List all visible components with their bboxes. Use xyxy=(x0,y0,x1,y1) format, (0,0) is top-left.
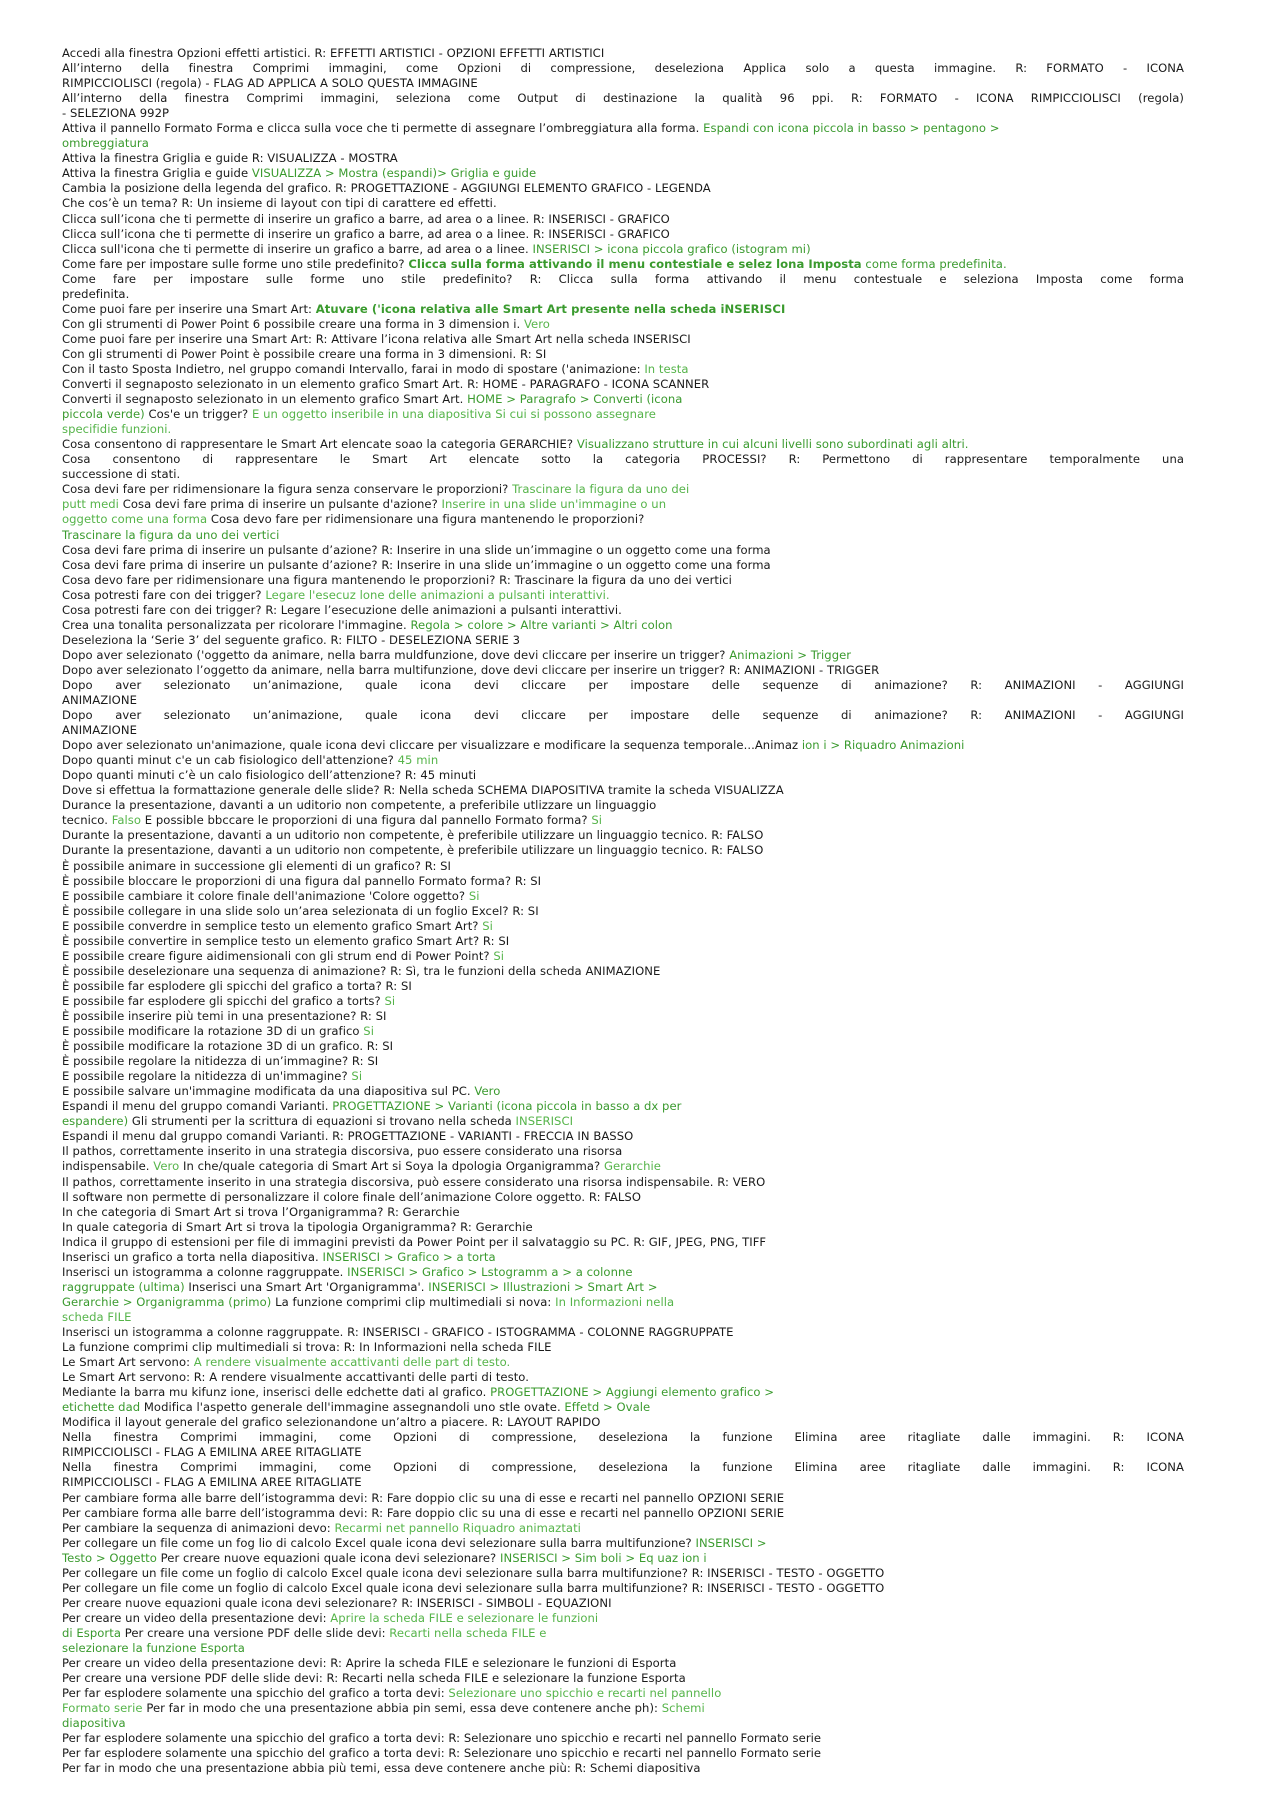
text-line xyxy=(62,407,1184,422)
text-line xyxy=(62,1039,1184,1054)
text-line xyxy=(62,543,1184,558)
question-text: Converti il segnaposto selezionato in un elemento grafico Smart Art. xyxy=(62,392,468,407)
question-text: Per far esplodere solamente una spicchio del grafico a torta devi: R: Selezionare uno spicchio e recarti nel pannello Formato serie xyxy=(62,1746,822,1761)
question-text: È possibile regolare la nitidezza di un’immagine? R: SI xyxy=(62,1054,379,1069)
text-line xyxy=(62,121,1184,136)
question-text: Nella finestra Comprimi immagini, come Opzioni di compressione, deseleziona la funzione Elimina aree ritagliate dalle immagini. R: ICONA xyxy=(62,1430,1184,1445)
question-text: Modifica l'aspetto generale dell'immagine assegnandoli uno stle ovate. xyxy=(140,1400,565,1415)
document-body xyxy=(62,46,1184,1776)
text-line xyxy=(62,648,1184,663)
highlighted-answer-text: Gerarchie > Organigramma (primo) xyxy=(62,1294,272,1309)
question-text: Con gli strumenti di Power Point è possibile creare una forma in 3 dimensioni. R: SI xyxy=(62,346,547,361)
highlighted-answer-text: HOME > Paragrafo > Converti (icona xyxy=(467,392,683,407)
question-text: successione di stati. xyxy=(62,467,181,482)
text-line xyxy=(62,1445,1184,1460)
question-text: Come puoi fare per inserire una Smart Art: R: Attivare l’icona relativa alle Smart Art nella scheda INSERISCI xyxy=(62,331,691,346)
text-line xyxy=(62,859,1184,874)
highlighted-answer-text: E un oggetto inseribile in una diapositiva Si cui si possono assegnare xyxy=(251,407,656,422)
text-line xyxy=(62,317,1184,332)
question-text: Per collegare un file come un foglio di calcolo Excel quale icona devi selezionare sulla barra multifunzione? R: INSERISCI - TESTO - OGGETTO xyxy=(62,1565,885,1580)
highlighted-answer-text: raggruppate (ultima) xyxy=(62,1279,185,1294)
question-text: Inserisci un istogramma a colonne raggruppate. xyxy=(62,1264,348,1279)
question-text: E possibile modificare la rotazione 3D di un grafico xyxy=(62,1024,364,1039)
question-text: Inserisci una Smart Art 'Organigramma'. xyxy=(184,1279,429,1294)
highlighted-answer-text: VISUALIZZA > Mostra (espandi)> Griglia e guide xyxy=(251,166,537,181)
question-text: Per cambiare forma alle barre dell’istogramma devi: R: Fare doppio clic su una di esse e recarti nel pannello OPZIONI SERIE xyxy=(62,1490,785,1505)
question-text: RIMPICCIOLISCI (regola) - FLAG AD APPLICA A SOLO QUESTA IMMAGINE xyxy=(62,76,478,91)
question-text: Per creare un video della presentazione devi: xyxy=(62,1610,331,1625)
text-line xyxy=(62,934,1184,949)
text-line xyxy=(62,362,1184,377)
question-text: Le Smart Art servono: xyxy=(62,1355,194,1370)
text-line xyxy=(62,1175,1184,1190)
question-text: Attiva la finestra Griglia e guide R: VISUALIZZA - MOSTRA xyxy=(62,151,398,166)
text-line xyxy=(62,151,1184,166)
text-line xyxy=(62,422,1184,437)
highlighted-answer-text: Falso xyxy=(111,813,142,828)
text-line xyxy=(62,1084,1184,1099)
highlighted-answer-text: Si xyxy=(493,948,505,963)
question-text: Modifica il layout generale del grafico selezionandone un’altro a piacere. R: LAYOUT RAPIDO xyxy=(62,1415,601,1430)
highlighted-answer-text: Si xyxy=(384,993,396,1008)
question-text: Nella finestra Comprimi immagini, come Opzioni di compressione, deseleziona la funzione Elimina aree ritagliate dalle immagini. R: ICONA xyxy=(62,1460,1184,1475)
question-text: Dopo quanti minuti c’è un calo fisiologico dell’attenzione? R: 45 minuti xyxy=(62,768,477,783)
highlighted-answer-text: oggetto come una forma xyxy=(62,512,208,527)
text-line xyxy=(62,166,1184,181)
highlighted-answer-text: Si xyxy=(468,888,480,903)
highlighted-answer-text: diapositiva xyxy=(62,1716,126,1731)
question-text: La funzione comprimi clip multimediali si trova: R: In Informazioni nella scheda FILE xyxy=(62,1340,552,1355)
text-line xyxy=(62,588,1184,603)
text-line xyxy=(62,573,1184,588)
question-text: Cosa devo fare per ridimensionare una figura mantenendo le proporzioni? xyxy=(207,512,645,527)
highlighted-answer-text: 45 min xyxy=(397,753,439,768)
highlighted-answer-text: INSERISCI > Grafico > Lstogramm a > a colonne xyxy=(347,1264,633,1279)
text-line xyxy=(62,558,1184,573)
question-text: Per creare nuove equazioni quale icona devi selezionare? R: INSERISCI - SIMBOLI - EQUAZIONI xyxy=(62,1595,612,1610)
highlighted-answer-text: Si xyxy=(591,813,603,828)
text-line xyxy=(62,196,1184,211)
text-line xyxy=(62,1551,1184,1566)
question-text: È possibile bloccare le proporzioni di una figura dal pannello Formato forma? R: SI xyxy=(62,873,542,888)
question-text: Per creare una versione PDF delle slide devi: R: Recarti nella scheda FILE e selezionare la funzione Esporta xyxy=(62,1671,686,1686)
question-text: Inserisci un grafico a torta nella diapositiva. xyxy=(62,1249,323,1264)
text-line xyxy=(62,1475,1184,1490)
question-text: Dopo aver selezionato l’oggetto da animare, nella barra multifunzione, dove devi cliccare per inserire un trigger? R: ANIMAZIONI - TRIGGER xyxy=(62,662,880,677)
text-line xyxy=(62,392,1184,407)
text-line xyxy=(62,1701,1184,1716)
text-line xyxy=(62,1159,1184,1174)
text-line xyxy=(62,1190,1184,1205)
text-line xyxy=(62,738,1184,753)
highlighted-answer-text: Schemi xyxy=(661,1701,705,1716)
question-text: E possibile regolare la nitidezza di un'immagine? xyxy=(62,1069,352,1084)
text-line xyxy=(62,1521,1184,1536)
question-text: E possibile cambiare it colore finale dell'animazione 'Colore oggetto? xyxy=(62,888,469,903)
text-line xyxy=(62,347,1184,362)
text-line xyxy=(62,1566,1184,1581)
question-text: Dove si effettua la formattazione generale delle slide? R: Nella scheda SCHEMA DIAPOSITIVA tramite la scheda VISUALIZZA xyxy=(62,783,784,798)
text-line xyxy=(62,1129,1184,1144)
text-line xyxy=(62,91,1184,106)
text-line xyxy=(62,512,1184,527)
question-text: Accedi alla finestra Opzioni effetti artistici. R: EFFETTI ARTISTICI - OPZIONI EFFETTI ARTISTICI xyxy=(62,46,605,60)
text-line xyxy=(62,1596,1184,1611)
highlighted-answer-text: Vero xyxy=(523,316,550,331)
question-text: Per creare nuove equazioni quale icona devi selezionare? xyxy=(156,1550,500,1565)
highlighted-answer-text: Trascinare la figura da uno dei xyxy=(512,482,690,497)
highlighted-answer-text: Animazioni > Trigger xyxy=(729,647,852,662)
question-text: E possibile far esplodere gli spicchi del grafico a torts? xyxy=(62,993,385,1008)
text-line xyxy=(62,1325,1184,1340)
text-line xyxy=(62,212,1184,227)
question-text: È possibile collegare in una slide solo un’area selezionata di un foglio Excel? R: SI xyxy=(62,903,539,918)
text-line xyxy=(62,828,1184,843)
question-text: All’interno della finestra Comprimi immagini, come Opzioni di compressione, deseleziona Applica solo a questa immagine. R: FORMATO - ICONA xyxy=(62,61,1184,76)
question-text: La funzione comprimi clip multimediali si nova: xyxy=(271,1294,556,1309)
question-text: Deseleziona la ‘Serie 3’ del seguente grafico. R: FILTO - DESELEZIONA SERIE 3 xyxy=(62,632,521,647)
question-text: È possibile deselezionare una sequenza di animazione? R: Sì, tra le funzioni della scheda ANIMAZIONE xyxy=(62,963,661,978)
text-line xyxy=(62,723,1184,738)
text-line xyxy=(62,1205,1184,1220)
question-text: All’interno della finestra Comprimi immagini, seleziona come Output di destinazione la qualità 96 ppi. R: FORMATO - ICONA RIMPICCIOLISCI (regola) xyxy=(62,91,1184,106)
question-text: E possible bbccare le proporzioni di una figura dal pannello Formato forma? xyxy=(141,813,592,828)
text-line xyxy=(62,76,1184,91)
text-line xyxy=(62,437,1184,452)
question-text: Per collegare un file come un fog lio di calcolo Excel quale icona devi selezionare sulla barra multifunzione? xyxy=(62,1535,696,1550)
text-line xyxy=(62,46,1184,61)
highlighted-answer-text: INSERISCI xyxy=(515,1114,574,1129)
text-line xyxy=(62,242,1184,257)
highlighted-answer-text: come forma predefinita. xyxy=(861,256,1007,271)
question-text: Per far in modo che una presentazione abbia più temi, essa deve contenere anche più: R: Schemi diapositiva xyxy=(62,1761,701,1776)
text-line xyxy=(62,1235,1184,1250)
question-text: Clicca sull’icona che ti permette di inserire un grafico a barre, ad area o a linee. R: INSERISCI - GRAFICO xyxy=(62,211,670,226)
highlighted-answer-text: Legare l'esecuz lone delle animazioni a pulsanti interattivi. xyxy=(265,587,610,602)
text-line xyxy=(62,603,1184,618)
text-line xyxy=(62,227,1184,242)
text-line xyxy=(62,302,1184,317)
text-line xyxy=(62,1265,1184,1280)
highlighted-answer-text: di Esporta xyxy=(62,1625,122,1640)
text-line xyxy=(62,181,1184,196)
highlighted-answer-text: INSERISCI > Grafico > a torta xyxy=(322,1249,496,1264)
highlighted-answer-text: Inserire in una slide un'immagine o un xyxy=(441,497,667,512)
question-text: Per cambiare la sequenza di animazioni devo: xyxy=(62,1520,335,1535)
text-line xyxy=(62,1069,1184,1084)
question-text: E possibile salvare un'immagine modificata da una diapositiva sul PC. xyxy=(62,1084,475,1099)
question-text: indispensabile. xyxy=(62,1159,154,1174)
text-line xyxy=(62,1355,1184,1370)
highlighted-answer-text: ombreggiatura xyxy=(62,136,149,151)
question-text: Per cambiare forma alle barre dell’istogramma devi: R: Fare doppio clic su una di esse e recarti nel pannello OPZIONI SERIE xyxy=(62,1505,785,1520)
highlighted-answer-text: Vero xyxy=(474,1084,501,1099)
text-line xyxy=(62,1761,1184,1776)
highlighted-answer-text: specifidie funzioni. xyxy=(62,422,172,437)
text-line xyxy=(62,633,1184,648)
question-text: tecnico. xyxy=(62,813,112,828)
text-line xyxy=(62,663,1184,678)
highlighted-answer-text: Atuvare ('icona relativa alle Smart Art presente nella scheda iNSERISCI xyxy=(315,301,786,316)
question-text: È possibile modificare la rotazione 3D di un grafico. R: SI xyxy=(62,1039,394,1054)
highlighted-answer-text: Testo > Oggetto xyxy=(62,1550,157,1565)
highlighted-answer-text: In Informazioni nella xyxy=(555,1294,675,1309)
text-line xyxy=(62,272,1184,287)
text-line xyxy=(62,1144,1184,1159)
question-text: È possibile convertire in semplice testo un elemento grafico Smart Art? R: SI xyxy=(62,933,510,948)
text-line xyxy=(62,1220,1184,1235)
text-line xyxy=(62,813,1184,828)
text-line xyxy=(62,783,1184,798)
question-text: RIMPICCIOLISCI - FLAG A EMILINA AREE RITAGLIATE xyxy=(62,1445,362,1460)
text-line xyxy=(62,1400,1184,1415)
question-text: Per far in modo che una presentazione abbia pin semi, essa deve contenere anche ph): xyxy=(142,1701,662,1716)
question-text: Per far esplodere solamente una spicchio del grafico a torta devi: xyxy=(62,1686,449,1701)
highlighted-answer-text: INSERISCI > icona piccola grafico (istogram mi) xyxy=(532,241,811,256)
question-text: Con gli strumenti di Power Point 6 possibile creare una forma in 3 dimension i. xyxy=(62,316,524,331)
text-line xyxy=(62,1114,1184,1129)
text-line xyxy=(62,377,1184,392)
question-text: Converti il segnaposto selezionato in un elemento grafico Smart Art. R: HOME - PARAGRAFO - ICONA SCANNER xyxy=(62,377,710,392)
text-line xyxy=(62,1746,1184,1761)
highlighted-answer-text: putt medi xyxy=(62,497,119,512)
highlighted-answer-text: ion i > Riquadro Animazioni xyxy=(801,738,965,753)
question-text: Cosa devo fare per ridimensionare una figura mantenendo le proporzioni? R: Trascinare la figura da uno dei vertici xyxy=(62,572,732,587)
text-line xyxy=(62,1641,1184,1656)
question-text: Durante la presentazione, davanti a un uditorio non competente, è preferibile utilizzare un linguaggio tecnico. R: FALSO xyxy=(62,828,764,843)
text-line xyxy=(62,61,1184,76)
highlighted-answer-text: Espandi con icona piccola in basso > pentagono > xyxy=(703,121,1000,136)
question-text: Clicca sull'icona che ti permette di inserire un grafico a barre, ad area o a linee. xyxy=(62,241,533,256)
highlighted-answer-text: piccola verde) xyxy=(62,407,145,422)
text-line xyxy=(62,467,1184,482)
text-line xyxy=(62,843,1184,858)
text-line xyxy=(62,1491,1184,1506)
text-line xyxy=(62,332,1184,347)
text-line xyxy=(62,1280,1184,1295)
question-text: Cosa devi fare prima di inserire un pulsante d’azione? R: Inserire in una slide un’immagine o un oggetto come una forma xyxy=(62,557,771,572)
text-line xyxy=(62,136,1184,151)
question-text: Le Smart Art servono: R: A rendere visualmente accattivanti delle parti di testo. xyxy=(62,1370,529,1385)
question-text: Cambia la posizione della legenda del grafico. R: PROGETTAZIONE - AGGIUNGI ELEMENTO GRAFICO - LEGENDA xyxy=(62,181,711,196)
highlighted-answer-text: Clicca sulla forma attivando il menu contestiale e selez lona Imposta xyxy=(408,256,862,271)
question-text: Come fare per impostare sulle forme uno stile predefinito? R: Clicca sulla forma attivando il menu contestuale e seleziona Imposta come forma xyxy=(62,271,1184,286)
text-line xyxy=(62,1009,1184,1024)
highlighted-answer-text: Si xyxy=(351,1069,363,1084)
highlighted-answer-text: Effetd > Ovale xyxy=(564,1400,651,1415)
question-text: Inserisci un istogramma a colonne raggruppate. R: INSERISCI - GRAFICO - ISTOGRAMMA - COLONNE RAGGRUPPATE xyxy=(62,1324,734,1339)
question-text: Indica il gruppo di estensioni per file di immagini previsti da Power Point per il salvataggio su PC. R: GIF, JPEG, PNG, TIFF xyxy=(62,1234,767,1249)
highlighted-answer-text: Visualizzano strutture in cui alcuni livelli sono subordinati agli altri. xyxy=(576,437,969,452)
question-text: ANIMAZIONE xyxy=(62,693,137,708)
highlighted-answer-text: A rendere visualmente accattivanti delle part di testo. xyxy=(193,1355,511,1370)
question-text: RIMPICCIOLISCI - FLAG A EMILINA AREE RITAGLIATE xyxy=(62,1475,362,1490)
question-text: Cosa potresti fare con dei trigger? xyxy=(62,587,266,602)
text-line xyxy=(62,257,1184,272)
question-text: Attiva il pannello Formato Forma e clicca sulla voce che ti permette di assegnare l’ombreggiatura alla forma. xyxy=(62,121,704,136)
highlighted-answer-text: Recarmi net pannello Riquadro animaztati xyxy=(334,1520,581,1535)
text-line xyxy=(62,1611,1184,1626)
question-text: E possibile creare figure aidimensionali con gli strum end di Power Point? xyxy=(62,948,494,963)
question-text: Crea una tonalita personalizzata per ricolorare l'immagine. xyxy=(62,617,411,632)
text-line xyxy=(62,106,1184,121)
highlighted-answer-text: selezionare la funzione Esporta xyxy=(62,1640,245,1655)
question-text: Gli strumenti per la scrittura di equazioni si trovano nella scheda xyxy=(128,1114,516,1129)
text-line xyxy=(62,919,1184,934)
question-text: È possibile animare in successione gli elementi di un grafico? R: SI xyxy=(62,858,452,873)
text-line xyxy=(62,1024,1184,1039)
highlighted-answer-text: Trascinare la figura da uno dei vertici xyxy=(62,527,280,542)
text-line xyxy=(62,708,1184,723)
question-text: Il pathos, correttamente inserito in una strategia discorsiva, può essere considerato una risorsa indispensabile. R: VERO xyxy=(62,1174,766,1189)
highlighted-answer-text: espandere) xyxy=(62,1114,129,1129)
highlighted-answer-text: Selezionare uno spicchio e recarti nel pannello xyxy=(448,1686,722,1701)
text-line xyxy=(62,949,1184,964)
question-text: Dopo aver selezionato un'animazione, quale icona devi cliccare per visualizzare e modificare la sequenza temporale...Animaz xyxy=(62,738,802,753)
question-text: Per far esplodere solamente una spicchio del grafico a torta devi: R: Selezionare uno spicchio e recarti nel pannello Formato serie xyxy=(62,1731,822,1746)
text-line xyxy=(62,964,1184,979)
question-text: Per creare un video della presentazione devi: R: Aprire la scheda FILE e selezionare le funzioni di Esporta xyxy=(62,1656,677,1671)
question-text: Dopo aver selezionato ('oggetto da animare, nella barra muldfunzione, dove devi cliccare per inserire un trigger? xyxy=(62,647,730,662)
question-text: Per collegare un file come un foglio di calcolo Excel quale icona devi selezionare sulla barra multifunzione? R: INSERISCI - TESTO - OGGETTO xyxy=(62,1580,885,1595)
question-text: In che categoria di Smart Art si trova l’Organigramma? R: Gerarchie xyxy=(62,1204,460,1219)
text-line xyxy=(62,452,1184,467)
question-text: Dopo aver selezionato un’animazione, quale icona devi cliccare per impostare delle sequenze di animazione? R: ANIMAZIONI - AGGIUNGI xyxy=(62,677,1184,692)
highlighted-answer-text: PROGETTAZIONE > Varianti (icona piccola in basso a dx per xyxy=(332,1099,682,1114)
text-line xyxy=(62,528,1184,543)
question-text: Durance la presentazione, davanti a un uditorio non competente, a preferibile utlizzare un linguaggio xyxy=(62,798,657,813)
question-text: Cosa consentono di rappresentare le Smart Art elencate sotto la categoria PROCESSI? R: Permettono di rappresentare temporalmente una xyxy=(62,452,1184,467)
highlighted-answer-text: scheda FILE xyxy=(62,1309,132,1324)
text-line xyxy=(62,1460,1184,1475)
question-text: Come fare per impostare sulle forme uno stile predefinito? xyxy=(62,256,409,271)
text-line xyxy=(62,1099,1184,1114)
question-text: Cosa potresti fare con dei trigger? R: Legare l’esecuzione delle animazioni a pulsanti interattivi. xyxy=(62,602,622,617)
text-line xyxy=(62,798,1184,813)
question-text: Espandi il menu dal gruppo comandi Varianti. R: PROGETTAZIONE - VARIANTI - FRECCIA IN BASSO xyxy=(62,1129,634,1144)
text-line xyxy=(62,994,1184,1009)
text-line xyxy=(62,1295,1184,1310)
highlighted-answer-text: Vero xyxy=(153,1159,180,1174)
highlighted-answer-text: etichette dad xyxy=(62,1400,141,1415)
text-line xyxy=(62,889,1184,904)
question-text: Dopo quanti minut c'e un cab fisiologico dell'attenzione? xyxy=(62,753,398,768)
question-text: Attiva la finestra Griglia e guide xyxy=(62,166,252,181)
text-line xyxy=(62,1506,1184,1521)
text-line xyxy=(62,753,1184,768)
highlighted-answer-text: PROGETTAZIONE > Aggiungi elemento grafico > xyxy=(490,1385,775,1400)
question-text: predefinita. xyxy=(62,286,130,301)
question-text: Con il tasto Sposta Indietro, nel gruppo comandi Intervallo, farai in modo di spostare ('animazione: xyxy=(62,361,645,376)
text-line xyxy=(62,1671,1184,1686)
text-line xyxy=(62,287,1184,302)
question-text: Durante la presentazione, davanti a un uditorio non competente, è preferibile utilizzare un linguaggio tecnico. R: FALSO xyxy=(62,843,764,858)
highlighted-answer-text: Si xyxy=(363,1024,374,1039)
question-text: Cosa devi fare per ridimensionare la figura senza conservare le proporzioni? xyxy=(62,482,513,497)
text-line xyxy=(62,979,1184,994)
question-text: Che cos’è un tema? R: Un insieme di layout con tipi di carattere ed effetti. xyxy=(62,196,497,211)
text-line xyxy=(62,1430,1184,1445)
question-text: Cos'e un trigger? xyxy=(144,407,252,422)
highlighted-answer-text: Aprire la scheda FILE e selezionare le funzioni xyxy=(330,1610,599,1625)
highlighted-answer-text: Gerarchie xyxy=(603,1159,661,1174)
question-text: Cosa consentono di rappresentare le Smart Art elencate soao la categoria GERARCHIE? xyxy=(62,437,577,452)
text-line xyxy=(62,497,1184,512)
question-text: Come puoi fare per inserire una Smart Art: xyxy=(62,301,316,316)
text-line xyxy=(62,678,1184,693)
text-line xyxy=(62,1536,1184,1551)
highlighted-answer-text: Regola > colore > Altre varianti > Altri colon xyxy=(410,617,673,632)
question-text: Dopo aver selezionato un’animazione, quale icona devi cliccare per impostare delle sequenze di animazione? R: ANIMAZIONI - AGGIUNGI xyxy=(62,708,1184,723)
text-line xyxy=(62,1310,1184,1325)
question-text: E possibile converdre in semplice testo un elemento grafico Smart Art? xyxy=(62,918,483,933)
text-line xyxy=(62,1054,1184,1069)
question-text: Clicca sull’icona che ti permette di inserire un grafico a barre, ad area o a linee. R: INSERISCI - GRAFICO xyxy=(62,226,670,241)
highlighted-answer-text: In testa xyxy=(644,361,689,376)
question-text: Mediante la barra mu kifunz ione, inserisci delle edchette dati al grafico. xyxy=(62,1385,491,1400)
question-text: È possibile inserire più temi in una presentazione? R: SI xyxy=(62,1009,387,1023)
text-line xyxy=(62,693,1184,708)
question-text: In quale categoria di Smart Art si trova la tipologia Organigramma? R: Gerarchie xyxy=(62,1219,533,1234)
highlighted-answer-text: INSERISCI > Illustrazioni > Smart Art > xyxy=(428,1279,658,1294)
text-line xyxy=(62,1385,1184,1400)
text-line xyxy=(62,1626,1184,1641)
text-line xyxy=(62,1656,1184,1671)
question-text: Cosa devi fare prima di inserire un pulsante d'azione? xyxy=(118,497,442,512)
question-text: Per creare una versione PDF delle slide devi: xyxy=(121,1625,390,1640)
question-text: Cosa devi fare prima di inserire un pulsante d’azione? R: Inserire in una slide un’immagine o un oggetto come una forma xyxy=(62,542,771,557)
question-text: ANIMAZIONE xyxy=(62,723,137,738)
highlighted-answer-text: Si xyxy=(482,918,493,933)
text-line xyxy=(62,1686,1184,1701)
question-text: - SELEZIONA 992P xyxy=(62,106,170,121)
text-line xyxy=(62,1250,1184,1265)
question-text: In che/quale categoria di Smart Art si Soya la dpologia Organigramma? xyxy=(179,1159,604,1174)
text-line xyxy=(62,1415,1184,1430)
text-line xyxy=(62,482,1184,497)
text-line xyxy=(62,1370,1184,1385)
text-line xyxy=(62,874,1184,889)
highlighted-answer-text: Formato serie xyxy=(62,1701,143,1716)
text-line xyxy=(62,1581,1184,1596)
text-line xyxy=(62,618,1184,633)
question-text: Il pathos, correttamente inserito in una strategia discorsiva, puo essere considerato una risorsa xyxy=(62,1144,623,1159)
question-text: Espandi il menu del gruppo comandi Varianti. xyxy=(62,1099,333,1114)
highlighted-answer-text: INSERISCI > xyxy=(695,1535,767,1550)
text-line xyxy=(62,768,1184,783)
text-line xyxy=(62,1716,1184,1731)
text-line xyxy=(62,1731,1184,1746)
question-text: È possibile far esplodere gli spicchi del grafico a torta? R: SI xyxy=(62,978,412,993)
text-line xyxy=(62,1340,1184,1355)
question-text: Il software non permette di personalizzare il colore finale dell’animazione Colore oggetto. R: FALSO xyxy=(62,1189,642,1204)
highlighted-answer-text: INSERISCI > Sim boli > Eq uaz ion i xyxy=(500,1550,707,1565)
highlighted-answer-text: Recarti nella scheda FILE e xyxy=(389,1625,547,1640)
text-line xyxy=(62,904,1184,919)
